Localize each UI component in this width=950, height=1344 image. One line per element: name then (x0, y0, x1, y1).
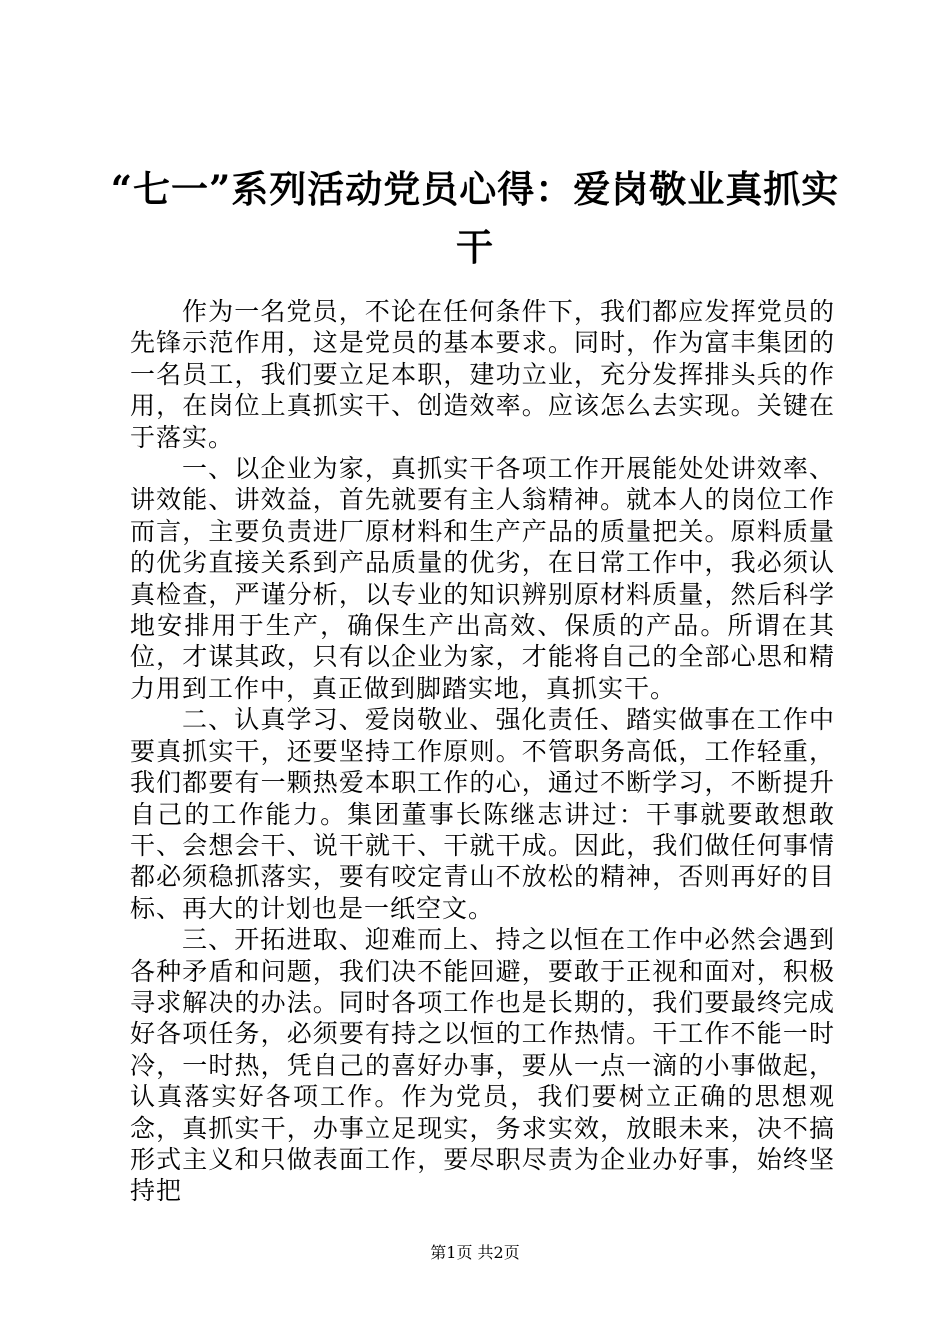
paragraph-section-1: 一、以企业为家，真抓实干各项工作开展能处处讲效率、讲效能、讲效益，首先就要有主人翁精神。就本人的岗位工作而言，主要负责进厂原材料和生产产品的质量把关。原料质量的优劣直接关系到产品质量的优劣，在日常工作中，我必须认真检查，严谨分析，以专业的知识辨别原材料质量，然后科学地安排用于生产，确保生产出高效、保质的产品。所谓在其位，才谋其政，只有以企业为家，才能将自己的全部心思和精力用到工作中，真正做到脚踏实地，真抓实干。 (130, 454, 835, 703)
page-footer: 第1页 共2页 (430, 1243, 520, 1262)
paragraph-intro: 作为一名党员，不论在任何条件下，我们都应发挥党员的先锋示范作用，这是党员的基本要求。同时，作为富丰集团的一名员工，我们要立足本职，建功立业，充分发挥排头兵的作用，在岗位上真抓实干、创造效率。应该怎么去实现。关键在于落实。 (130, 297, 835, 452)
document-body (130, 296, 835, 1207)
paragraph-section-3: 三、开拓进取、迎难而上、持之以恒在工作中必然会遇到各种矛盾和问题，我们决不能回避，要敢于正视和面对，积极寻求解决的办法。同时各项工作也是长期的，我们要最终完成好各项任务，必须要有持之以恒的工作热情。干工作不能一时冷，一时热，凭自己的喜好办事，要从一点一滴的小事做起，认真落实好各项工作。作为党员，我们要树立正确的思想观念，真抓实干，办事立足现实，务求实效，放眼未来，决不搞形式主义和只做表面工作，要尽职尽责为企业办好事，始终坚持把 (130, 925, 835, 1206)
paragraph-section-2: 二、认真学习、爱岗敬业、强化责任、踏实做事在工作中要真抓实干，还要坚持工作原则。不管职务高低，工作轻重，我们都要有一颗热爱本职工作的心，通过不断学习，不断提升自己的工作能力。集团董事长陈继志讲过：干事就要敢想敢干、会想会干、说干就干、干就干成。因此，我们做任何事情都必须稳抓落实，要有咬定青山不放松的精神，否则再好的目标、再大的计划也是一纸空文。 (130, 705, 835, 923)
document-title: “七一”系列活动党员心得：爱岗敬业真抓实干 (110, 167, 840, 269)
